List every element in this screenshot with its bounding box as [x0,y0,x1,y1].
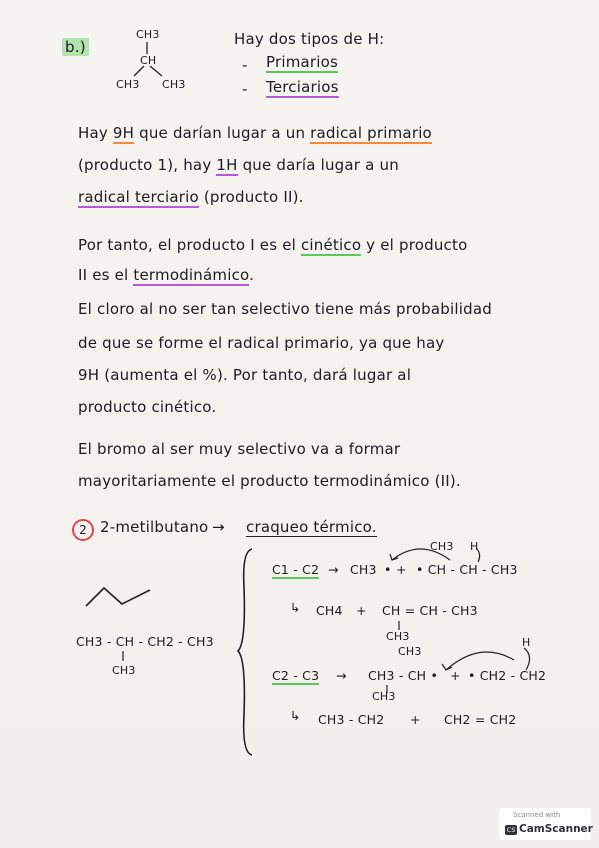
para2-line2: II es el termodinámico. [78,266,255,284]
p1-plus: + [356,603,367,618]
skeletal-formula [84,584,156,612]
type1-dash: - [242,56,248,74]
r1-dot: • [384,562,392,577]
r2-ch3-top: CH3 [398,645,422,658]
radical-primario: radical primario [310,124,432,142]
p2-arrow: ↳ [290,708,301,723]
cinetico: cinético [300,236,362,254]
reaction-brace [236,547,256,757]
r2-electron-arrows [430,640,550,690]
molecule-left-ch3: CH3 [116,78,140,91]
r1-h-top: H [470,540,479,553]
para1-line1: Hay 9H que darían lugar a un radical primario [78,124,432,142]
p1-methane: CH4 [316,603,343,618]
p1-arrow: ↳ [290,600,301,615]
r1-electron-arrows [380,538,490,568]
branch-bond [120,650,126,662]
radical-terciario: radical terciario [78,188,199,206]
r1-ch3-radical: CH3 [350,562,377,577]
r2-arrow: → [336,668,347,683]
para3-line2: de que se forme el radical primario, ya que hay [78,334,445,352]
r1-plus: + [396,562,407,577]
problem-number: 2 [72,519,94,541]
r2-second-radical: • CH2 - CH2 [468,668,547,683]
one-h: 1H [216,156,238,174]
r2-plus: + [450,668,461,683]
r1-ch3-top: CH3 [430,540,454,553]
molecule-top-ch3: CH3 [136,28,160,41]
para1-line3: radical terciario (producto II). [78,188,304,206]
camscanner-label: CamScanner [519,823,593,835]
para1-line2: (producto 1), hay 1H que daría lugar a un [78,156,399,174]
scanned-with-label: Scanned with [513,811,561,819]
para4-line2: mayoritariamente el producto termodinámico (II). [78,472,461,490]
type-terciarios: Terciarios [266,78,339,96]
part-b-label: b.) [62,38,89,56]
scanner-watermark [499,808,591,840]
condensed-formula: CH3 - CH - CH2 - CH3 [76,634,214,649]
problem-title: 2-metilbutano [100,518,209,536]
termodinamico: termodinámico [133,266,250,284]
branch-ch3: CH3 [112,664,136,677]
type-primarios: Primarios [266,53,339,71]
r1-second-radical: • CH - CH - CH3 [416,562,518,577]
r2-branch-ch3: CH3 [372,690,396,703]
nine-h: 9H [112,124,135,142]
molecule-right-ch3: CH3 [162,78,186,91]
r1-bond-label: C1 - C2 [272,562,320,577]
para3-line4: producto cinético. [78,398,217,416]
molecule-center-ch: CH [140,54,157,67]
r2-first-radical: CH3 - CH • [368,668,439,683]
r2-h-top: H [522,636,531,649]
r2-bond-label: C2 - C3 [272,668,320,683]
r1-arrow: → [328,562,339,577]
para3-line3: 9H (aumenta el %). Por tanto, dará lugar al [78,366,412,384]
problem-process: craqueo térmico. [246,518,377,536]
para3-line1: El cloro al no ser tan selectivo tiene más probabilidad [78,300,492,318]
types-title: Hay dos tipos de H: [234,30,385,48]
p1-branch-ch3: CH3 [386,630,410,643]
p2-ethylene: CH2 = CH2 [444,712,517,727]
para2-line1: Por tanto, el producto I es el cinético y el producto [78,236,468,254]
molecule-bonds [128,40,178,80]
problem-arrow: → [212,518,225,536]
p2-ethane: CH3 - CH2 [318,712,385,727]
p2-plus: + [410,712,421,727]
camscanner-logo-icon: CS [506,826,516,834]
para4-line1: El bromo al ser muy selectivo va a formar [78,440,401,458]
p1-alkene: CH = CH - CH3 [382,603,478,618]
type2-dash: - [242,80,248,98]
